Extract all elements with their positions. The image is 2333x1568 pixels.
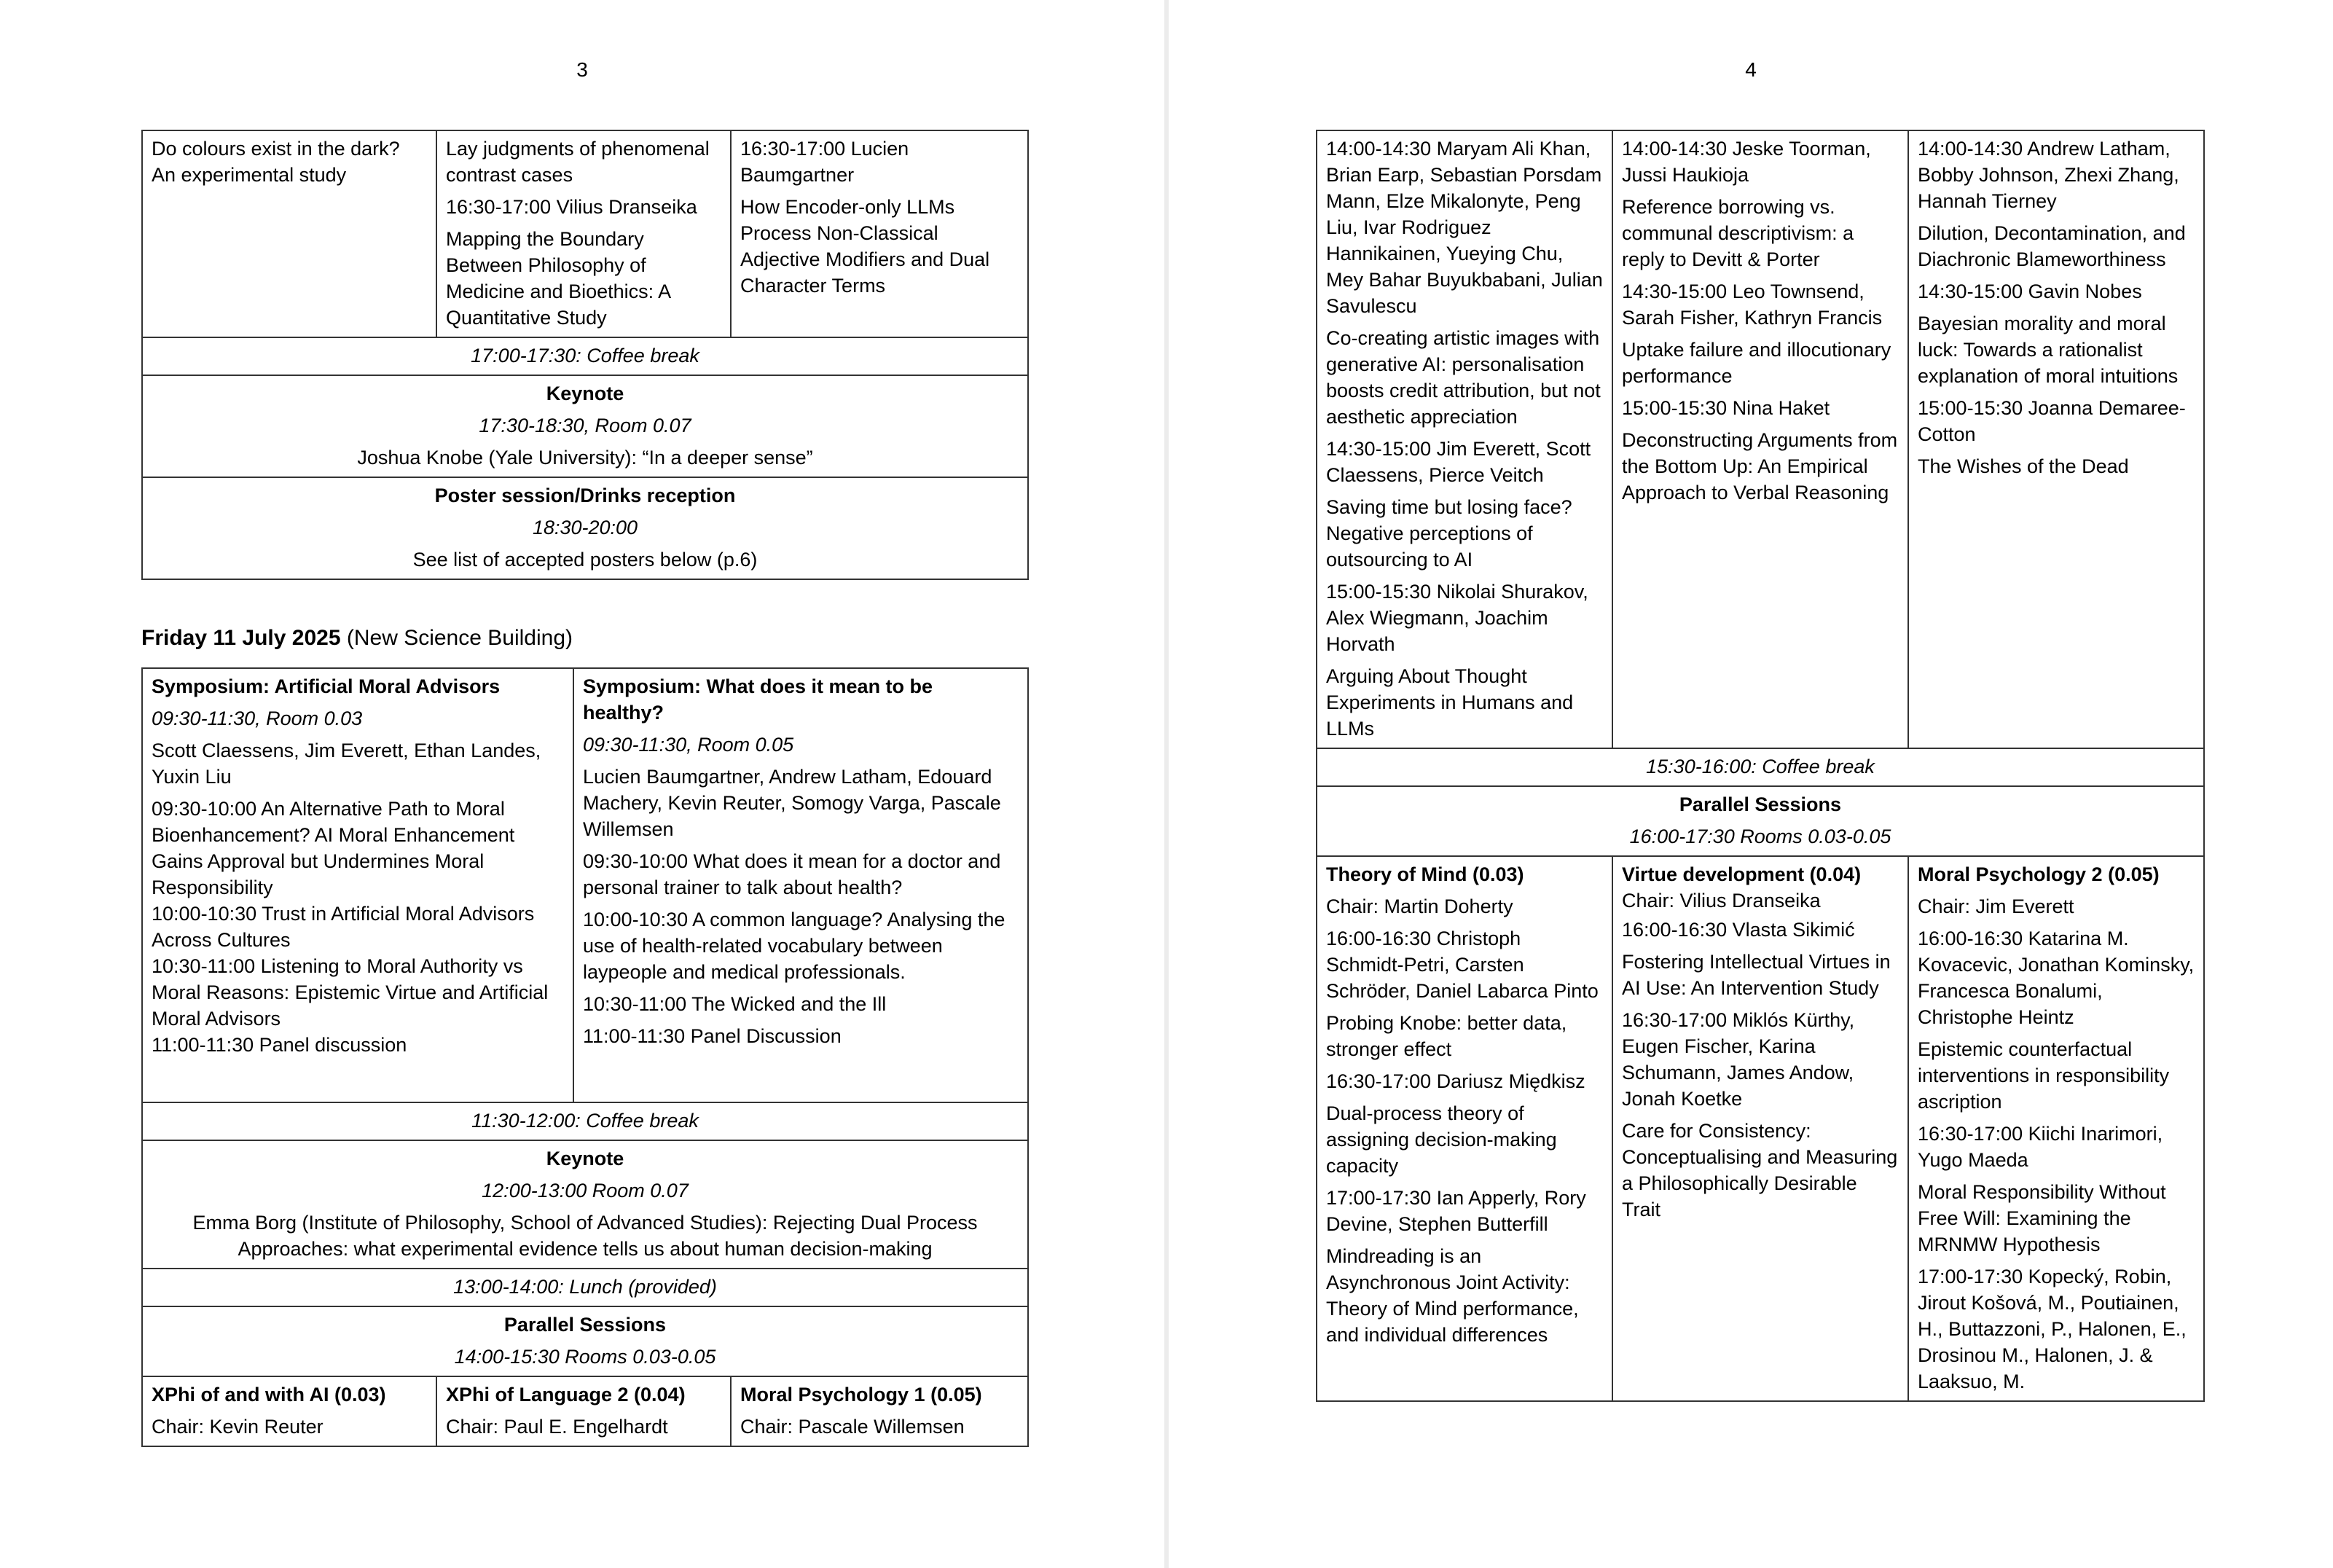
table-cell <box>1317 130 1612 748</box>
session-chair: Chair: Jim Everett <box>1918 895 2074 917</box>
talk-title: Uptake failure and illocutionary performance <box>1622 339 1891 387</box>
session-cell <box>436 1376 731 1446</box>
parallel-title: Parallel Sessions <box>1679 793 1842 815</box>
talk-title: Lay judgments of phenomenal contrast cases <box>446 138 710 186</box>
table-row <box>142 1269 1028 1306</box>
parallel-time: 14:00-15:30 Rooms 0.03-0.05 <box>454 1346 716 1368</box>
session-chair: Chair: Kevin Reuter <box>152 1416 324 1438</box>
symposium-talk: 10:00-10:30 A common language? Analysing the use of health-related vocabulary between laypeople and medical professionals. <box>583 909 1005 983</box>
coffee-break: 15:30-16:00: Coffee break <box>1317 748 2204 786</box>
poster-time: 18:30-20:00 <box>532 517 638 538</box>
session-title: XPhi of and with AI (0.03) <box>152 1384 386 1406</box>
coffee-break: 11:30-12:00: Coffee break <box>142 1102 1028 1140</box>
talk-title: Dilution, Decontamination, and Diachronic Blameworthiness <box>1918 222 2186 270</box>
symposium-people: Lucien Baumgartner, Andrew Latham, Edouard Machery, Kevin Reuter, Somogy Varga, Pascale Willemsen <box>583 766 1001 840</box>
talk-title: Mapping the Boundary Between Philosophy of Medicine and Bioethics: A Quantitative Study <box>446 228 670 329</box>
talk-time-speakers: 15:00-15:30 Nina Haket <box>1622 397 1830 419</box>
symposium-talk: 10:30-11:00 The Wicked and the Ill <box>583 993 887 1015</box>
symposium-talk: 11:00-11:30 Panel discussion <box>152 1034 407 1056</box>
table-cell <box>436 130 731 337</box>
table-row <box>142 1102 1028 1140</box>
poster-title: Poster session/Drinks reception <box>434 485 736 506</box>
page-number: 4 <box>1745 58 1757 81</box>
keynote-title: Keynote <box>546 383 624 404</box>
parallel-time: 16:00-17:30 Rooms 0.03-0.05 <box>1629 826 1891 847</box>
table-cell <box>731 130 1028 337</box>
symposium-talk: 09:30-10:00 What does it mean for a doctor and personal trainer to talk about health? <box>583 850 1001 898</box>
talk-title: Saving time but losing face? Negative perceptions of outsourcing to AI <box>1326 496 1572 571</box>
session-cell <box>1612 856 1908 1401</box>
session-cell <box>731 1376 1028 1446</box>
symposium-talk: 10:00-10:30 Trust in Artificial Moral Advisors Across Cultures <box>152 903 535 951</box>
talk-title: Mindreading is an Asynchronous Joint Activity: Theory of Mind performance, and individual differences <box>1326 1245 1579 1346</box>
page-4 <box>1169 0 2333 1568</box>
talk-time-speakers: 14:30-15:00 Leo Townsend, Sarah Fisher, Kathryn Francis <box>1622 281 1883 329</box>
talk-time-speakers: 16:30-17:00 Vilius Dranseika <box>446 196 697 218</box>
symposium-people: Scott Claessens, Jim Everett, Ethan Landes, Yuxin Liu <box>152 740 541 788</box>
symposium-title: Symposium: Artificial Moral Advisors <box>152 675 501 697</box>
talk-time-speakers: 15:00-15:30 Joanna Demaree-Cotton <box>1918 397 2186 445</box>
table-row <box>142 477 1028 579</box>
session-title: Virtue development (0.04) <box>1622 863 1862 885</box>
table-row <box>1317 856 2204 1401</box>
table-row <box>142 1140 1028 1269</box>
table-row <box>142 668 1028 1102</box>
talk-title: Do colours exist in the dark? An experimental study <box>152 138 400 186</box>
session-cell <box>1317 856 1612 1401</box>
keynote-cell <box>142 375 1028 477</box>
poster-note: See list of accepted posters below (p.6) <box>412 549 758 571</box>
session-cell <box>1908 856 2204 1401</box>
session-chair: Chair: Paul E. Engelhardt <box>446 1416 668 1438</box>
talk-time-speakers: 16:30-17:00 Miklós Kürthy, Eugen Fischer, Karina Schumann, James Andow, Jonah Koetke <box>1622 1009 1855 1110</box>
talk-title: The Wishes of the Dead <box>1918 455 2129 477</box>
talk-title: Bayesian morality and moral luck: Towards a rationalist explanation of moral intuitions <box>1918 313 2179 387</box>
page-3 <box>0 0 1164 1568</box>
friday-afternoon-table <box>1316 130 2203 1402</box>
symposium-title: Symposium: What does it mean to be healthy? <box>583 675 933 724</box>
table-row <box>142 1306 1028 1376</box>
talk-time-speakers: 14:30-15:00 Jim Everett, Scott Claessens, Pierce Veitch <box>1326 438 1591 486</box>
talk-title: Co-creating artistic images with generative AI: personalisation boosts credit attribution, but not aesthetic appreciation <box>1326 327 1601 428</box>
table-row <box>142 1376 1028 1446</box>
session-title: Moral Psychology 1 (0.05) <box>740 1384 982 1406</box>
symposium-talk: 10:30-11:00 Listening to Moral Authority vs Moral Reasons: Epistemic Virtue and Artificial Moral Advisors <box>152 955 549 1030</box>
talk-time-speakers: 16:30-17:00 Kiichi Inarimori, Yugo Maeda <box>1918 1123 2163 1171</box>
talk-time-speakers: 16:00-16:30 Christoph Schmidt-Petri, Carsten Schröder, Daniel Labarca Pinto <box>1326 928 1599 1002</box>
talk-time-speakers: 17:00-17:30 Ian Apperly, Rory Devine, Stephen Butterfill <box>1326 1187 1586 1235</box>
keynote-cell <box>142 1140 1028 1269</box>
keynote-title: Keynote <box>546 1148 624 1169</box>
parallel-title: Parallel Sessions <box>503 1314 667 1336</box>
keynote-text: Emma Borg (Institute of Philosophy, School of Advanced Studies): Rejecting Dual Process Approaches: what experimental evidence tells us about human decision-making <box>192 1212 978 1260</box>
keynote-speaker: Joshua Knobe (Yale University): “In a deeper sense” <box>357 447 813 469</box>
table-row <box>142 375 1028 477</box>
keynote-time: 17:30-18:30, Room 0.07 <box>479 415 691 436</box>
talk-time-speakers: 16:00-16:30 Vlasta Sikimić <box>1622 919 1855 941</box>
table-row <box>142 130 1028 337</box>
talk-time-speakers: 14:30-15:00 Gavin Nobes <box>1918 281 2142 302</box>
friday-heading <box>141 624 573 653</box>
table-cell <box>1612 130 1908 748</box>
talk-time-speakers: 16:30-17:00 Lucien Baumgartner <box>740 138 909 186</box>
table-cell <box>142 130 436 337</box>
talk-title: Moral Responsibility Without Free Will: Examining the MRNMW Hypothesis <box>1918 1181 2166 1255</box>
parallel-sessions-cell <box>1317 786 2204 856</box>
session-title: Theory of Mind (0.03) <box>1326 863 1524 885</box>
talk-title: Deconstructing Arguments from the Bottom Up: An Empirical Approach to Verbal Reasoning <box>1622 429 1898 503</box>
talk-title: Fostering Intellectual Virtues in AI Use: An Intervention Study <box>1622 951 1891 999</box>
talk-title: Epistemic counterfactual interventions in responsibility ascription <box>1918 1038 2170 1113</box>
talk-title: Reference borrowing vs. communal descriptivism: a reply to Devitt & Porter <box>1622 196 1854 270</box>
talk-time-speakers: 14:00-14:30 Jeske Toorman, Jussi Haukioja <box>1622 138 1871 186</box>
session-chair: Chair: Vilius Dranseika <box>1622 890 1821 912</box>
talk-time-speakers: 15:00-15:30 Nikolai Shurakov, Alex Wiegmann, Joachim Horvath <box>1326 581 1588 655</box>
keynote-time: 12:00-13:00 Room 0.07 <box>482 1180 689 1202</box>
talk-time-speakers: 17:00-17:30 Kopecký, Robin, Jirout Košová, M., Poutiainen, H., Buttazzoni, P., Halonen, E., Drosinou M., Halonen, J. & Laaksuo, M. <box>1918 1266 2187 1392</box>
symposium-time: 09:30-11:30, Room 0.03 <box>152 707 363 729</box>
talk-title: Care for Consistency: Conceptualising and Measuring a Philosophically Desirable Trait <box>1622 1120 1898 1220</box>
symposium-cell <box>573 668 1028 1102</box>
talk-time-speakers: 14:00-14:30 Andrew Latham, Bobby Johnson, Zhexi Zhang, Hannah Tierney <box>1918 138 2179 212</box>
symposium-cell <box>142 668 573 1102</box>
symposium-talk: 11:00-11:30 Panel Discussion <box>583 1025 842 1047</box>
friday-date: Friday 11 July 2025 <box>141 626 341 650</box>
friday-morning-table <box>141 667 1027 1447</box>
talk-title: Probing Knobe: better data, stronger effect <box>1326 1012 1567 1060</box>
poster-cell <box>142 477 1028 579</box>
table-row <box>142 337 1028 375</box>
coffee-break: 17:00-17:30: Coffee break <box>142 337 1028 375</box>
talk-title: Dual-process theory of assigning decision-making capacity <box>1326 1102 1557 1177</box>
symposium-time: 09:30-11:30, Room 0.05 <box>583 734 794 756</box>
table-row <box>1317 748 2204 786</box>
session-title: XPhi of Language 2 (0.04) <box>446 1384 686 1406</box>
lunch-break: 13:00-14:00: Lunch (provided) <box>142 1269 1028 1306</box>
talk-title: How Encoder-only LLMs Process Non-Classical Adjective Modifiers and Dual Character Terms <box>740 196 990 297</box>
session-chair: Chair: Martin Doherty <box>1326 895 1513 917</box>
parallel-sessions-cell <box>142 1306 1028 1376</box>
friday-venue: (New Science Building) <box>340 626 573 650</box>
session-title: Moral Psychology 2 (0.05) <box>1918 863 2160 885</box>
session-cell <box>142 1376 436 1446</box>
talk-time-speakers: 14:00-14:30 Maryam Ali Khan, Brian Earp, Sebastian Porsdam Mann, Elze Mikalonyte, Peng Liu, Ivar Rodriguez Hannikainen, Yueying Chu, Mey Bahar Buyukbabani, Julian Savulescu <box>1326 138 1603 317</box>
talk-time-speakers: 16:30-17:00 Dariusz Międkisz <box>1326 1070 1585 1092</box>
table-cell <box>1908 130 2204 748</box>
page-number: 3 <box>576 58 588 81</box>
talk-title: Arguing About Thought Experiments in Humans and LLMs <box>1326 665 1574 740</box>
symposium-talk: 09:30-10:00 An Alternative Path to Moral Bioenhancement? AI Moral Enhancement Gains Approval but Undermines Moral Responsibility <box>152 798 515 898</box>
thursday-afternoon-table <box>141 130 1027 580</box>
session-chair: Chair: Pascale Willemsen <box>740 1416 965 1438</box>
table-row <box>1317 130 2204 748</box>
talk-time-speakers: 16:00-16:30 Katarina M. Kovacevic, Jonathan Kominsky, Francesca Bonalumi, Christophe Heintz <box>1918 928 2195 1028</box>
table-row <box>1317 786 2204 856</box>
